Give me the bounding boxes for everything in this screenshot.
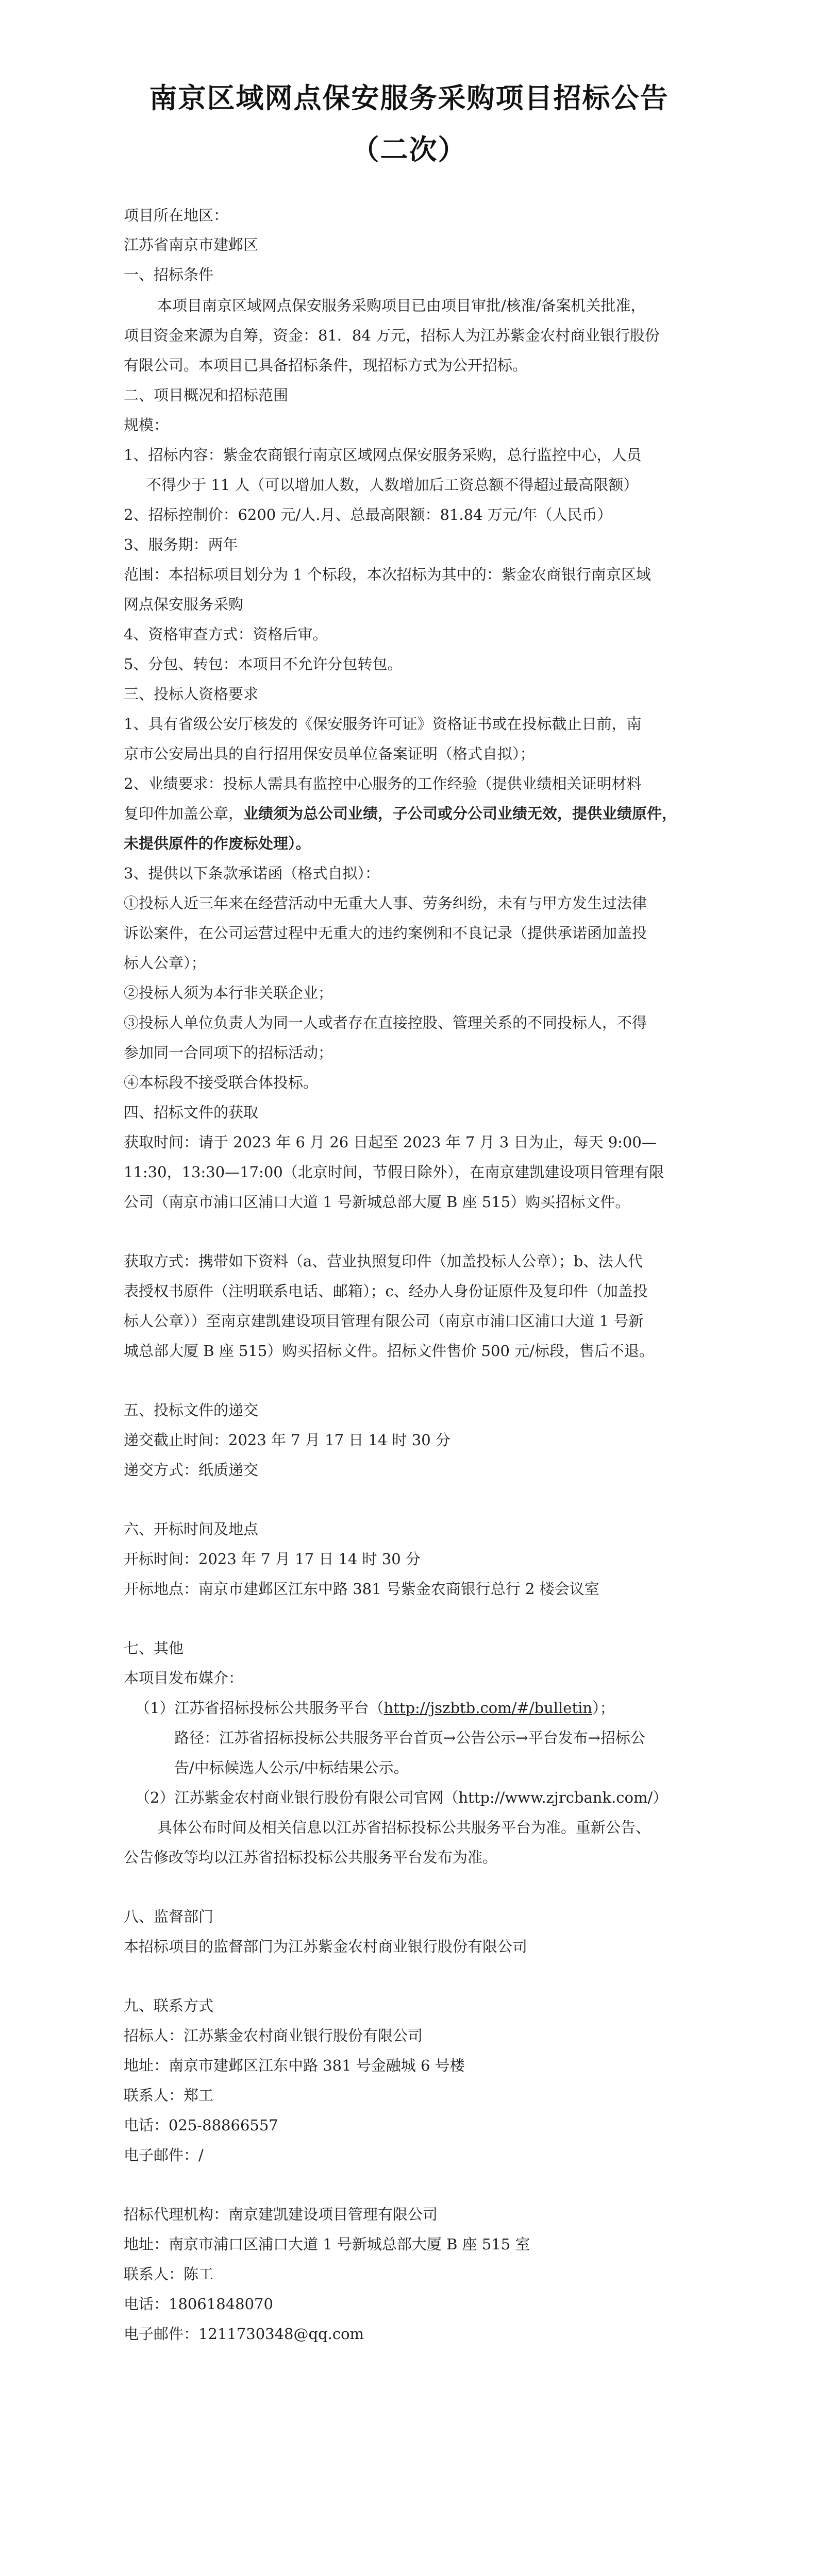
- commitment-3: ③投标人单位负责人为同一人或者存在直接控股、管理关系的不同投标人，不得: [124, 1014, 647, 1031]
- requirement-2: 2、业绩要求：投标人需具有监控中心服务的工作经验（提供业绩相关证明材料: [124, 775, 642, 792]
- submission-deadline: 递交截止时间：2023 年 7 月 17 日 14 时 30 分: [124, 1431, 450, 1449]
- requirement-2: [124, 803, 677, 824]
- requirement-1: 京市公安局出具的自行招用保安员单位备案证明（格式自拟）；: [124, 745, 535, 762]
- section-4-heading: 四、招标文件的获取: [124, 1104, 259, 1121]
- scope-range: 范围：本招标项目划分为 1 个标段，本次招标为其中的：紫金农商银行南京区域: [124, 566, 651, 583]
- jszbtb-link[interactable]: http://jszbtb.com/#/bulletin: [383, 1699, 593, 1717]
- page-title-line1: 南京区域网点保安服务采购项目招标公告: [149, 82, 669, 114]
- agency-address: 地址：南京市浦口区浦口大道 1 号新城总部大厦 B 座 515 室: [124, 2235, 530, 2253]
- scale-label: 规模：: [124, 416, 169, 434]
- media-item-1-path: 告/中标候选人公示/中标结果公示。: [174, 1759, 409, 1776]
- section-2-heading: 二、项目概况和招标范围: [124, 386, 289, 404]
- agency-email: 电子邮件：1211730348@qq.com: [124, 2325, 364, 2343]
- tenderer-address: 地址：南京市建邺区江东中路 381 号金融城 6 号楼: [124, 2057, 465, 2074]
- media-item-1-suffix: ）；: [592, 1699, 615, 1717]
- obtain-time: 获取时间：请于 2023 年 6 月 26 日起至 2023 年 7 月 3 日为止，每天 9:00—: [124, 1133, 657, 1151]
- requirement-2-text: 复印件加盖公章，: [124, 805, 244, 822]
- tenderer-name: 招标人：江苏紫金农村商业银行股份有限公司: [124, 2027, 423, 2044]
- section-6-heading: 六、开标时间及地点: [124, 1520, 259, 1538]
- media-note: 具体公布时间及相关信息以江苏省招标投标公共服务平台为准。重新公告、: [157, 1819, 651, 1836]
- scope-item-3: 3、服务期：两年: [124, 536, 238, 553]
- media-note: 公告修改等均以江苏省招标投标公共服务平台发布为准。: [124, 1849, 498, 1866]
- requirement-2-bold: 业绩须为总公司业绩，子公司或分公司业绩无效，提供业绩原件，: [243, 805, 677, 822]
- tenderer-email: 电子邮件：/: [124, 2146, 204, 2164]
- media-item-1-path: 路径：江苏省招标投标公共服务平台首页→公告公示→平台发布→招标公: [174, 1729, 645, 1747]
- scope-item-1: 1、招标内容：紫金农商银行南京区域网点保安服务采购，总行监控中心，人员: [124, 446, 642, 464]
- media-item-2: （2）江苏紫金农村商业银行股份有限公司官网（http://www.zjrcbank.com/）: [135, 1789, 668, 1806]
- agency-name: 招标代理机构：南京建凯建设项目管理有限公司: [124, 2206, 438, 2223]
- section-7-heading: 七、其他: [124, 1639, 184, 1657]
- section-9-heading: 九、联系方式: [124, 1997, 214, 2014]
- obtain-method: 表授权书原件（注明联系电话、邮箱）；c、经办人身份证原件及复印件（加盖投: [124, 1282, 648, 1300]
- requirement-2-bold: 未提供原件的作废标处理）。: [124, 835, 311, 852]
- project-location-heading: 项目所在地区：: [124, 207, 229, 224]
- obtain-method: 标人公章））至南京建凯建设项目管理有限公司（南京市浦口区浦口大道 1 号新: [124, 1312, 644, 1330]
- commitment-4: ④本标段不接受联合体投标。: [124, 1074, 319, 1091]
- scope-item-1: 不得少于 11 人（可以增加人数，人数增加后工资总额不得超过最高限额）: [146, 476, 639, 494]
- section-1-paragraph: 本项目南京区域网点保安服务采购项目已由项目审批/核准/备案机关批准，: [157, 297, 646, 314]
- obtain-time: 11:30，13:30—17:00（北京时间，节假日除外），在南京建凯建设项目管理有限: [124, 1163, 664, 1181]
- section-3-heading: 三、投标人资格要求: [124, 685, 259, 703]
- submission-method: 递交方式：纸质递交: [124, 1461, 259, 1479]
- supervision-text: 本招标项目的监督部门为江苏紫金农村商业银行股份有限公司: [124, 1938, 528, 1955]
- section-5-heading: 五、投标文件的递交: [124, 1401, 259, 1419]
- scope-range: 网点保安服务采购: [124, 596, 244, 613]
- commitment-1: ①投标人近三年来在经营活动中无重大人事、劳务纠纷，未有与甲方发生过法律: [124, 894, 647, 912]
- commitment-1: 标人公章）；: [124, 954, 206, 972]
- scope-item-4: 4、资格审查方式：资格后审。: [124, 625, 328, 643]
- project-location-value: 江苏省南京市建邺区: [124, 236, 259, 253]
- commitment-1: 诉讼案件，在公司运营过程中无重大的违约案例和不良记录（提供承诺函加盖投: [124, 924, 647, 942]
- media-item-1-prefix: （1）江苏省招标投标公共服务平台（: [135, 1699, 384, 1717]
- commitment-2: ②投标人须为本行非关联企业；: [124, 984, 333, 1002]
- opening-time: 开标时间：2023 年 7 月 17 日 14 时 30 分: [124, 1550, 421, 1568]
- scope-item-2: 2、招标控制价：6200 元/人.月、总最高限额：81.84 万元/年（人民币）: [124, 506, 612, 523]
- obtain-method: 城总部大厦 B 座 515）购买招标文件。招标文件售价 500 元/标段，售后不退。: [124, 1342, 654, 1360]
- agency-contact: 联系人：陈工: [124, 2265, 214, 2283]
- section-1-paragraph: 项目资金来源为自筹，资金：81．84 万元，招标人为江苏紫金农村商业银行股份: [124, 327, 660, 344]
- media-item-1: [135, 1698, 615, 1718]
- commitment-3: 参加同一合同项下的招标活动；: [124, 1044, 333, 1061]
- agency-phone: 电话：18061848070: [124, 2295, 273, 2313]
- obtain-method: 获取方式：携带如下资料（a、营业执照复印件（加盖投标人公章）；b、法人代: [124, 1252, 643, 1270]
- section-1-paragraph: 有限公司。本项目已具备招标条件，现招标方式为公开招标。: [124, 357, 528, 374]
- section-8-heading: 八、监督部门: [124, 1908, 214, 1925]
- tenderer-contact: 联系人：郑工: [124, 2087, 214, 2104]
- requirement-1: 1、具有省级公安厅核发的《保安服务许可证》资格证书或在投标截止日前，南: [124, 715, 642, 733]
- requirement-3: 3、提供以下条款承诺函（格式自拟）：: [124, 865, 380, 882]
- scope-item-5: 5、分包、转包：本项目不允许分包转包。: [124, 655, 403, 673]
- opening-place: 开标地点：南京市建邺区江东中路 381 号紫金农商银行总行 2 楼会议室: [124, 1580, 599, 1598]
- section-1-heading: 一、招标条件: [124, 266, 214, 283]
- obtain-time: 公司（南京市浦口区浦口大道 1 号新城总部大厦 B 座 515）购买招标文件。: [124, 1193, 630, 1211]
- tenderer-phone: 电话：025-88866557: [124, 2116, 278, 2134]
- page-title-line2: （二次）: [351, 133, 467, 166]
- media-label: 本项目发布媒介：: [124, 1669, 244, 1687]
